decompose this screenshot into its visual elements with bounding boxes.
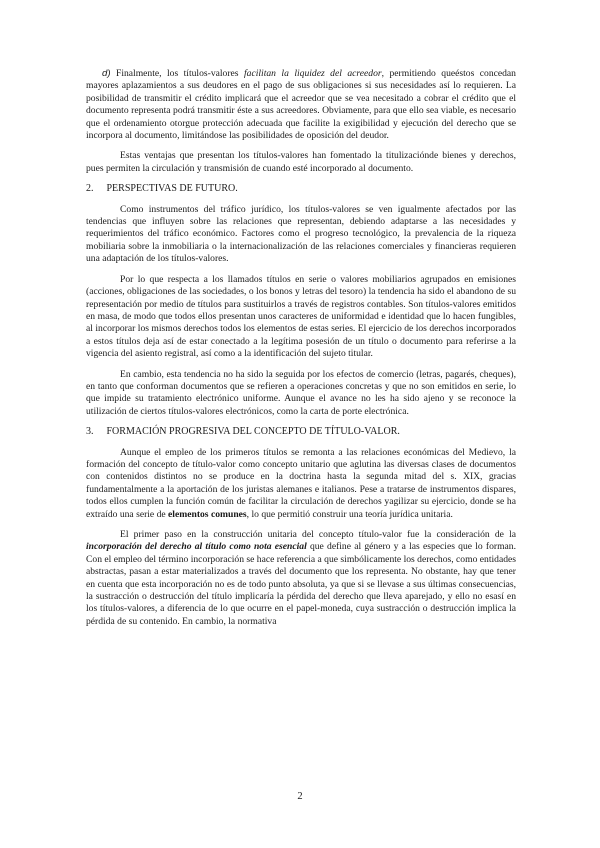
page-body	[86, 68, 516, 636]
paragraph-cambio: En cambio, esta tendencia no ha sido la seguida por los efectos de comercio (letras, pagarés, cheques), en tanto que conforman documentos que se refieren a operaciones concretas y que no son emitidos en serie, lo que impide su tratamiento electrónico uniforme. Aunque el avance no les ha sido ajeno y se reconoce la utilización de ciertos títulos-valores electrónicos, como la carta de porte electrónica.	[86, 368, 516, 417]
paragraph-primer-pre: El primer paso en la construcción unitaria del concepto título-valor fue la consideración de la	[120, 529, 516, 540]
section-title-2: PERSPECTIVAS DE FUTURO.	[106, 183, 238, 195]
paragraph-d-emphasis: facilitan la liquidez del acreedor	[243, 68, 382, 79]
section-number-2: 2.	[86, 183, 94, 195]
paragraph-ventajas: Estas ventajas que presentan los títulos-valores han fomentado la titulizaciónde bienes y derechos, pues permiten la circulación y transmisión de cuando esté incorporado al documento.	[86, 150, 516, 174]
paragraph-primer-emphasis: incorporación del derecho al título como nota esencial	[86, 541, 307, 553]
paragraph-serie: Por lo que respecta a los llamados títulos en serie o valores mobiliarios agrupados en emisiones (acciones, obligaciones de las sociedades, o los bonos y letras del tesoro) la tendencia ha sido el abandono de su representación por medio de títulos para sustituirlos a través de registros contables. Son títulos-valores emitidos en masa, de modo que todos ellos presentan unos caracteres de uniformidad e identidad que lo hacen fungibles, al incorporar los mismos derechos todos los elementos de estas series. El ejercicio de los derechos incorporados a estos títulos deja así de estar conectado a la legítima posesión de un título o documento para referirse a la vigencia del asiento registral, así como a la identificación del sujeto titular.	[86, 273, 516, 360]
paragraph-empleo-post: , lo que permitió construir una teoría jurídica unitaria.	[246, 508, 453, 520]
paragraph-empleo	[86, 447, 516, 521]
paragraph-d-pre: Finalmente, los títulos-valores	[110, 68, 244, 79]
section-title-3: FORMACIÓN PROGRESIVA DEL CONCEPTO DE TÍTULO-VALOR.	[106, 426, 400, 438]
section-heading-2	[86, 183, 516, 195]
list-marker-d: d)	[102, 68, 111, 79]
paragraph-d	[86, 68, 516, 142]
paragraph-empleo-strong: elementos comunes	[168, 508, 247, 520]
section-heading-3	[86, 426, 516, 438]
section-number-3: 3.	[86, 426, 94, 438]
paragraph-primer-post: que define al género y a las especies que lo forman. Con el empleo del término incorporación se hace referencia a que simbólicamente los derechos, como entidades abstractas, pasan a estar materializados a través del documento que los representa. No obstante, hay que tener en cuenta que esta incorporación no es de todo punto absoluta, ya que si se llevase a sus últimas consecuencias, la sustracción o destrucción del título implicaría la pérdida del derecho que lleva aparejado, y ello no esasí en los títulos-valores, a diferencia de lo que ocurre en el papel-moneda, cuya sustracción o destrucción implica la pérdida de su contenido. En cambio, la normativa	[86, 541, 516, 627]
paragraph-instrumentos: Como instrumentos del tráfico jurídico, los títulos-valores se ven igualmente afectados por las tendencias que influyen sobre las relaciones que representan, debiendo adaptarse a las necesidades y requerimientos del tráfico económico. Factores como el progreso tecnológico, la prevalencia de la riqueza mobiliaria sobre la inmobiliaria o la internacionalización de las relaciones comerciales y financieras requieren una adaptación de los títulos-valores.	[86, 203, 516, 265]
paragraph-empleo-pre: Aunque el empleo de los primeros títulos se remonta a las relaciones económicas del Medievo, la formación del concepto de título-valor como concepto unitario que aglutina las diversas clases de documentos con contenidos distintos no se produce en la doctrina hasta la segunda mitad del s. XIX, gracias fundamentalmente a la aportación de los juristas alemanes e italianos. Pese a tratarse de instrumentos dispares, todos ellos cumplen la función común de facilitar la circulación de derechos yagilizar su ejercicio, donde se ha extraído una serie de	[86, 446, 516, 520]
paragraph-d-post: , permitiendo queéstos concedan mayores aplazamientos a sus deudores en el pago de sus obligaciones si sus necesidades así lo requieren. La posibilidad de transmitir el crédito implicará que el acreedor que se vea necesitado a cobrar el crédito que el documento representa podrá transmitir éste a sus acreedores. Obviamente, para que ello sea viable, es necesario que el ordenamiento otorgue protección adecuada que facilite la exigibilidad y ejecución del derecho que se incorpora al documento, limitándose las posibilidades de oposición del deudor.	[86, 68, 516, 142]
page-number: 2	[297, 791, 303, 802]
paragraph-primer-paso	[86, 529, 516, 628]
